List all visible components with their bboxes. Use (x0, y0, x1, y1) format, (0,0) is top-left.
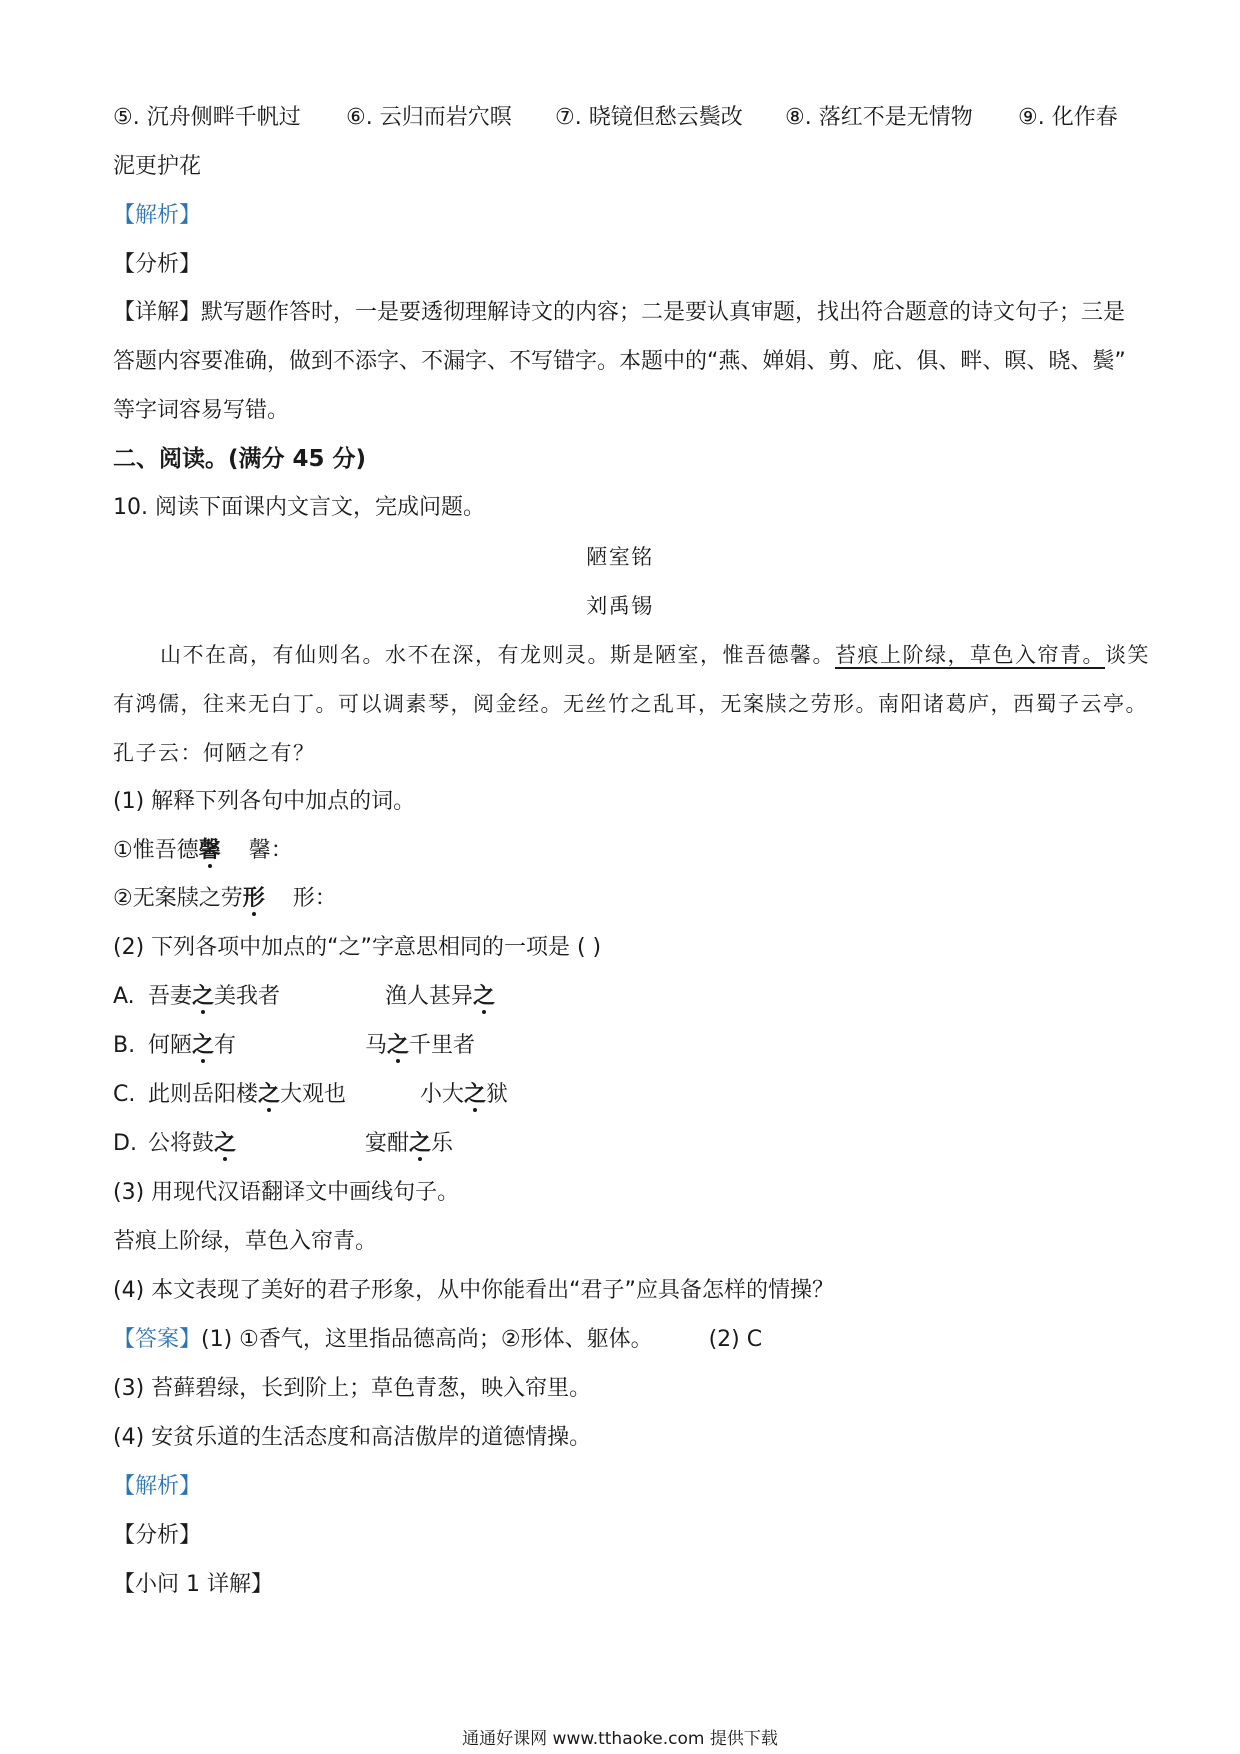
sub1a-blank: 馨： (220, 838, 293, 863)
option-right: 马之千里者 (365, 1033, 476, 1058)
answer-4: (4) 安贫乐道的生活态度和高洁傲岸的道德情操。 (113, 1425, 592, 1450)
underlined-sentence: 苔痕上阶绿，草色入帘青。 (835, 643, 1105, 667)
sub-question-2: (2) 下列各项中加点的“之”字意思相同的一项是 ( ) (113, 935, 602, 960)
answer-line-2: 泥更护花 (113, 154, 202, 179)
poem-line-1 (160, 640, 1150, 670)
dotted-char: 之 (214, 1131, 237, 1156)
answer-item-6: ⑥. 云归而岩穴暝 (346, 105, 512, 130)
dotted-char: 之 (409, 1131, 432, 1156)
sub-question-1: (1) 解释下列各句中加点的词。 (113, 789, 416, 814)
sub1a-text: ①惟吾德 (113, 838, 199, 863)
answer-item-8: ⑧. 落红不是无情物 (785, 105, 973, 130)
question-10: 10. 阅读下面课内文言文，完成问题。 (113, 495, 485, 520)
dotted-char: 馨 (198, 838, 221, 863)
answer-item-7: ⑦. 晓镜但愁云鬓改 (555, 105, 743, 130)
dotted-char: 之 (192, 984, 215, 1009)
fenxi-heading-2: 【分析】 (113, 1523, 202, 1548)
page-footer: 通通好课网 www.tthaoke.com 提供下载 (462, 1729, 778, 1749)
sub-question-3: (3) 用现代汉语翻译文中画线句子。 (113, 1180, 460, 1205)
option-right: 宴酣之乐 (365, 1131, 454, 1156)
answer-label: 【答案】 (113, 1327, 202, 1352)
answer-text: (1) ①香气，这里指品德高尚；②形体、躯体。 (2) C (201, 1327, 763, 1352)
sub-question-4: (4) 本文表现了美好的君子形象，从中你能看出“君子”应具备怎样的情操？ (113, 1278, 834, 1303)
option-label: C. (113, 1082, 136, 1107)
analysis-heading: 【解析】 (113, 203, 202, 228)
fenxi-heading: 【分析】 (113, 252, 202, 277)
option-label: A. (113, 984, 135, 1009)
answer-item-5: ⑤. 沉舟侧畔千帆过 (113, 105, 301, 130)
dotted-char: 之 (192, 1033, 215, 1058)
dotted-char: 形 (242, 886, 265, 911)
poem-author: 刘禹锡 (586, 594, 654, 618)
option-right: 小大之狱 (420, 1082, 509, 1107)
dotted-char: 之 (464, 1082, 487, 1107)
poem-text: 山不在高，有仙则名。水不在深，有龙则灵。斯是陋室，惟吾德馨。 (160, 643, 835, 667)
dotted-char: 之 (258, 1082, 281, 1107)
poem-text: 谈笑 (1105, 643, 1150, 667)
sub-question-1-detail-heading: 【小问 1 详解】 (113, 1572, 273, 1597)
poem-line-2: 有鸿儒，往来无白丁。可以调素琴，阅金经。无丝竹之乱耳，无案牍之劳形。南阳诸葛庐，西蜀子云亭。 (113, 692, 1148, 716)
option-label: B. (113, 1033, 136, 1058)
explanation-line-1: 【详解】默写题作答时，一是要透彻理解诗文的内容；二是要认真审题，找出符合题意的诗文句子；三是 (113, 300, 1126, 325)
option-right: 渔人甚异之 (385, 984, 496, 1009)
option-left: 公将鼓之 (148, 1131, 237, 1156)
poem-line-3: 孔子云：何陋之有？ (113, 741, 316, 765)
analysis-heading-2: 【解析】 (113, 1474, 202, 1499)
sub1b-text: ②无案牍之劳 (113, 886, 243, 911)
sub1b-blank: 形： (264, 886, 337, 911)
option-left: 此则岳阳楼之大观也 (148, 1082, 347, 1107)
poem-title: 陋室铭 (586, 545, 654, 569)
answer-line-1-block (113, 1325, 762, 1355)
dotted-char: 之 (387, 1033, 410, 1058)
explanation-line-2: 答题内容要准确，做到不添字、不漏字、不写错字。本题中的“燕、婵娟、剪、庇、俱、畔、暝、晓、鬓” (113, 349, 1126, 374)
dotted-char: 之 (473, 984, 496, 1009)
sub-question-1a (113, 836, 293, 866)
section-title: 二、阅读。(满分 45 分) (113, 446, 367, 472)
answer-item-9: ⑨. 化作春 (1018, 105, 1118, 130)
explanation-line-3: 等字词容易写错。 (113, 398, 290, 423)
option-label: D. (113, 1131, 137, 1156)
sub-question-1b (113, 884, 337, 914)
sub-question-3-sentence: 苔痕上阶绿，草色入帘青。 (113, 1229, 378, 1254)
answer-3: (3) 苔藓碧绿，长到阶上；草色青葱，映入帘里。 (113, 1376, 592, 1401)
option-left: 何陋之有 (148, 1033, 237, 1058)
option-left: 吾妻之美我者 (148, 984, 281, 1009)
